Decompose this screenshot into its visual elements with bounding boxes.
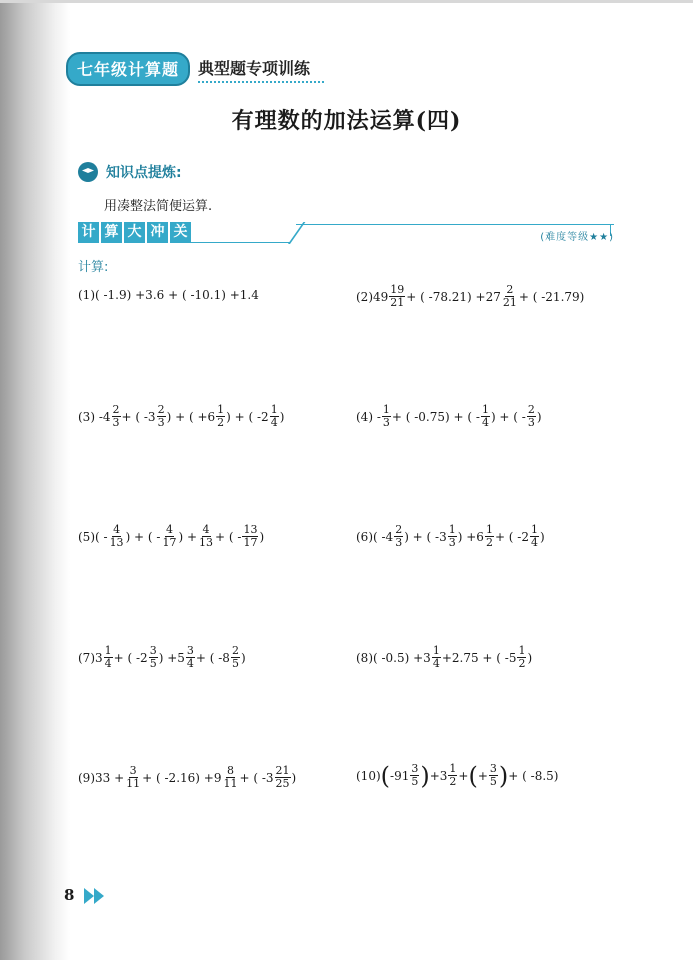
expression-text: ) <box>259 529 265 544</box>
problem-6 <box>356 524 545 549</box>
fraction <box>125 765 141 790</box>
numerator: 8 <box>226 764 234 777</box>
numerator: 1 <box>518 644 526 657</box>
fraction <box>394 524 403 549</box>
expression-text: ) + ( - <box>490 409 526 424</box>
numerator: 2 <box>506 283 514 296</box>
expression-text: ) +5 <box>158 650 185 665</box>
fraction <box>485 524 494 549</box>
fraction <box>517 645 526 670</box>
expression-text: + ( -0.75) + ( - <box>391 409 480 424</box>
problem-7 <box>78 645 246 670</box>
fraction <box>112 404 121 429</box>
section-char: 关 <box>170 222 191 243</box>
expression-text: ) + ( -3 <box>404 529 447 544</box>
expression-text: + <box>477 768 488 783</box>
numerator: 1 <box>448 523 456 536</box>
denominator: 21 <box>390 296 405 309</box>
fraction <box>157 404 166 429</box>
numerator: 3 <box>149 644 157 657</box>
section-bar <box>78 222 618 248</box>
denominator: 3 <box>448 536 456 549</box>
expression-text: ) <box>536 409 542 424</box>
denominator: 4 <box>432 657 440 670</box>
problem-9 <box>78 765 296 790</box>
expression-text: (3) -4 <box>78 409 111 424</box>
expression-text: + ( -78.21) +27 <box>406 289 501 304</box>
numerator: 4 <box>165 523 173 536</box>
expression-text: ) + ( -2 <box>226 409 269 424</box>
denominator: 5 <box>489 775 497 788</box>
fraction <box>149 645 158 670</box>
denominator: 3 <box>157 416 165 429</box>
fraction <box>448 763 457 788</box>
fraction <box>275 765 291 790</box>
knowledge-label: 知识点提炼: <box>106 165 182 181</box>
expression-text: + ( -8 <box>195 650 230 665</box>
expression-text: ) + ( - <box>125 529 161 544</box>
denominator: 3 <box>382 416 390 429</box>
numerator: 2 <box>395 523 403 536</box>
denominator: 5 <box>411 775 419 788</box>
divider-slant <box>288 222 305 244</box>
section-char: 计 <box>78 222 99 243</box>
divider-line-top <box>296 224 614 225</box>
expression-text: (5)( - <box>78 529 108 544</box>
denominator: 17 <box>162 536 177 549</box>
numerator: 1 <box>449 762 457 775</box>
fraction <box>109 524 125 549</box>
fraction <box>389 284 405 309</box>
numerator: 19 <box>390 283 405 296</box>
numerator: 2 <box>527 403 535 416</box>
fraction <box>242 524 258 549</box>
big-paren: ( <box>380 761 391 790</box>
fraction <box>270 404 279 429</box>
expression-text: (8)( -0.5) +3 <box>356 650 431 665</box>
expression-text: + ( -2.16) +9 <box>142 770 222 785</box>
fraction <box>481 404 490 429</box>
expression-text: + ( -8.5) <box>508 768 559 783</box>
numerator: 3 <box>129 764 137 777</box>
expression-text: + ( -21.79) <box>518 289 585 304</box>
problem-2 <box>356 284 584 309</box>
expression-text: ) <box>540 529 545 544</box>
problem-5 <box>78 524 264 549</box>
fraction <box>489 763 498 788</box>
series-subtitle: 典型题专项训练 <box>198 56 324 83</box>
knowledge-text: 用凑整法简便运算. <box>104 199 213 214</box>
problem-4 <box>356 404 542 429</box>
expression-text: + ( -2 <box>113 650 148 665</box>
numerator: 1 <box>485 523 493 536</box>
numerator: 2 <box>112 403 120 416</box>
numerator: 1 <box>481 403 489 416</box>
series-header <box>66 52 324 86</box>
denominator: 3 <box>395 536 403 549</box>
expression-text: (7)3 <box>78 650 103 665</box>
section-title <box>78 222 191 243</box>
fraction <box>410 763 419 788</box>
numerator: 21 <box>275 764 290 777</box>
expression-text: (10) <box>356 768 381 783</box>
numerator: 3 <box>411 762 419 775</box>
section-char: 冲 <box>147 222 168 243</box>
denominator: 4 <box>186 657 194 670</box>
fraction <box>448 524 457 549</box>
numerator: 3 <box>186 644 194 657</box>
knowledge-heading <box>78 162 182 182</box>
fraction <box>161 524 177 549</box>
fraction <box>530 524 539 549</box>
next-arrows-icon <box>84 888 106 904</box>
denominator: 11 <box>223 777 238 790</box>
numerator: 1 <box>531 523 538 536</box>
fraction <box>216 404 225 429</box>
denominator: 17 <box>243 536 258 549</box>
expression-text: + ( -2 <box>494 529 529 544</box>
problem-3 <box>78 404 284 429</box>
fraction <box>432 645 441 670</box>
denominator: 2 <box>485 536 493 549</box>
denominator: 4 <box>270 416 278 429</box>
fraction <box>382 404 391 429</box>
page-number: 8 <box>64 886 75 904</box>
expression-text: ) + ( +6 <box>166 409 216 424</box>
numerator: 3 <box>489 762 497 775</box>
numerator: 1 <box>270 403 278 416</box>
section-char: 算 <box>101 222 122 243</box>
expression-text: ) <box>240 650 246 665</box>
numerator: 4 <box>202 523 210 536</box>
fraction <box>104 645 113 670</box>
denominator: 25 <box>275 777 290 790</box>
numerator: 2 <box>231 644 239 657</box>
denominator: 3 <box>527 416 535 429</box>
expression-text: (9)33 + <box>78 770 125 785</box>
expression-text: ) <box>527 650 533 665</box>
difficulty-rating: (难度等级★★) <box>540 232 614 243</box>
calc-label: 计算: <box>78 260 109 275</box>
expression-text: + ( -3 <box>121 409 156 424</box>
big-paren: ) <box>498 761 509 790</box>
divider-line <box>190 242 290 243</box>
fraction <box>222 765 238 790</box>
expression-text: ) <box>291 770 297 785</box>
expression-text: ) <box>279 409 285 424</box>
expression-text: + ( -3 <box>239 770 274 785</box>
series-title: 七年级计算题 <box>66 52 190 86</box>
problem-1 <box>78 288 259 302</box>
expression-text: -91 <box>390 768 410 783</box>
fraction <box>231 645 240 670</box>
numerator: 13 <box>243 523 258 536</box>
denominator: 4 <box>104 657 112 670</box>
denominator: 3 <box>112 416 120 429</box>
expression-text: + ( - <box>215 529 242 544</box>
fraction <box>198 524 214 549</box>
expression-text: (6)( -4 <box>356 529 394 544</box>
fraction <box>502 284 518 309</box>
denominator: 2 <box>518 657 526 670</box>
expression-text: +2.75 + ( -5 <box>441 650 517 665</box>
numerator: 4 <box>113 523 121 536</box>
section-char: 大 <box>124 222 145 243</box>
expression-text: ) + <box>178 529 198 544</box>
denominator: 11 <box>126 777 141 790</box>
denominator: 5 <box>149 657 157 670</box>
problem-10 <box>356 763 558 788</box>
numerator: 1 <box>217 403 225 416</box>
expression-text: (1)( -1.9) +3.6 + ( -10.1) +1.4 <box>78 288 259 302</box>
page-title: 有理数的加法运算(四) <box>231 108 462 134</box>
numerator: 1 <box>382 403 390 416</box>
denominator: 4 <box>531 536 538 549</box>
denominator: 2 <box>217 416 225 429</box>
denominator: 13 <box>109 536 124 549</box>
expression-text: (2)49 <box>356 289 389 304</box>
big-paren: ) <box>420 761 430 790</box>
problem-8 <box>356 645 532 670</box>
expression-text: + <box>458 768 469 783</box>
denominator: 2 <box>449 775 457 788</box>
expression-text: +3 <box>429 768 448 783</box>
fraction <box>527 404 536 429</box>
denominator: 5 <box>231 657 239 670</box>
numerator: 1 <box>104 644 112 657</box>
graduation-cap-icon <box>78 162 98 182</box>
big-paren: ( <box>468 761 478 790</box>
expression-text: ) +6 <box>457 529 484 544</box>
denominator: 21 <box>502 296 517 309</box>
denominator: 13 <box>199 536 214 549</box>
expression-text: (4) - <box>356 409 381 424</box>
numerator: 1 <box>432 644 440 657</box>
denominator: 4 <box>481 416 489 429</box>
fraction <box>186 645 195 670</box>
numerator: 2 <box>157 403 165 416</box>
